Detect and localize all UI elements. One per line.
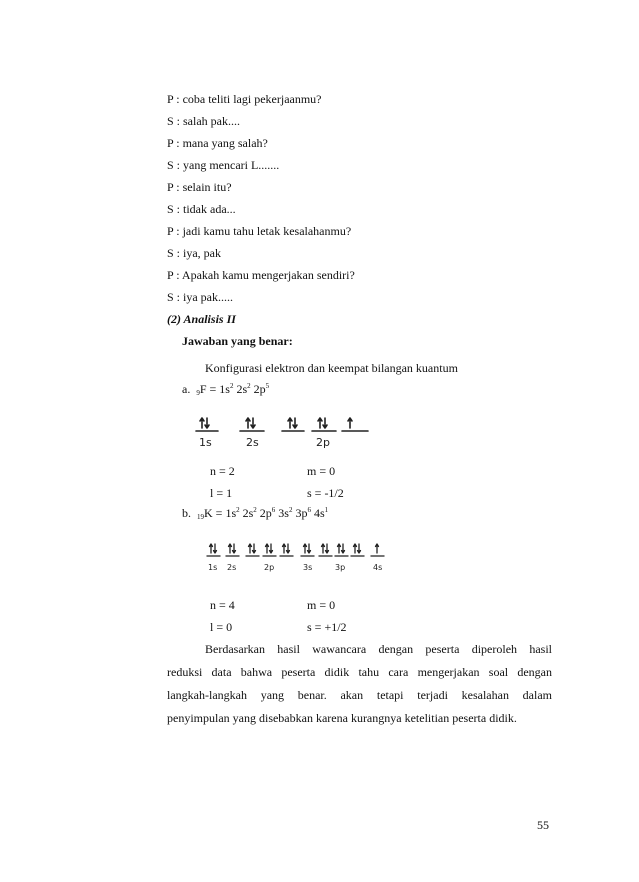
quantum-l: l = 0 bbox=[210, 620, 233, 634]
arrow-up bbox=[348, 418, 352, 428]
intro-text: Konfigurasi elektron dan keempat bilangan kuantum bbox=[205, 361, 458, 375]
config-part: = 1s bbox=[206, 382, 230, 396]
config-part: 4s bbox=[310, 506, 325, 520]
config-exponent: 6 bbox=[307, 506, 311, 514]
answer-heading: Jawaban yang benar: bbox=[182, 334, 293, 348]
element-symbol: F bbox=[199, 382, 207, 396]
config-exponent: 5 bbox=[265, 382, 270, 390]
dialogue-line: P : selain itu? bbox=[167, 180, 232, 194]
arrow-up-down bbox=[249, 544, 256, 553]
orbital-label: 3s bbox=[303, 563, 313, 572]
arrow-up-down bbox=[210, 544, 217, 553]
arrow-up-down bbox=[288, 418, 297, 428]
config-exponent: 2 bbox=[236, 506, 240, 514]
item-b-label: b. bbox=[182, 506, 191, 520]
element-symbol: K bbox=[204, 506, 213, 520]
config-part: 2p bbox=[256, 506, 272, 520]
arrow-up bbox=[376, 544, 379, 553]
dialogue-line: S : iya pak..... bbox=[167, 290, 233, 304]
dialogue-line: S : salah pak.... bbox=[167, 114, 240, 128]
dialogue-line: S : tidak ada... bbox=[167, 202, 236, 216]
paragraph-line: reduksi data bahwa peserta didik tahu cara mengerjakan soal dengan bbox=[167, 665, 552, 679]
arrow-up-down bbox=[229, 544, 236, 553]
config-exponent: 2 bbox=[247, 382, 251, 390]
dialogue-line: S : yang mencari L....... bbox=[167, 158, 280, 172]
paragraph-line: langkah-langkah yang benar. akan tetapi terjadi kesalahan dalam bbox=[167, 688, 552, 702]
config-exponent: 2 bbox=[253, 506, 257, 514]
quantum-s: s = -1/2 bbox=[307, 486, 344, 500]
config-part: = 1s bbox=[212, 506, 237, 520]
config-part: 2s bbox=[239, 506, 254, 520]
quantum-s: s = +1/2 bbox=[307, 620, 347, 634]
orbital-label: 2p bbox=[316, 436, 330, 449]
dialogue-line: P : Apakah kamu mengerjakan sendiri? bbox=[167, 268, 355, 282]
arrow-up-down bbox=[283, 544, 290, 553]
config-exponent: 2 bbox=[288, 506, 293, 514]
config-exponent: 6 bbox=[271, 506, 276, 514]
quantum-l: l = 1 bbox=[210, 486, 233, 500]
section-title: (2) Analisis II bbox=[167, 312, 236, 326]
config-exponent: 2 bbox=[229, 382, 234, 390]
paragraph-line: Berdasarkan hasil wawancara dengan peserta diperoleh hasil bbox=[205, 642, 552, 656]
arrow-up-down bbox=[322, 544, 329, 553]
orbital-label: 1s bbox=[208, 563, 218, 572]
paragraph-line: penyimpulan yang disebabkan karena kurangnya ketelitian peserta didik. bbox=[167, 711, 517, 725]
config-part: 2s bbox=[233, 382, 248, 396]
atomic-number: 19 bbox=[197, 513, 204, 521]
item-a-config bbox=[182, 382, 269, 396]
arrow-up-down bbox=[304, 544, 311, 553]
quantum-m: m = 0 bbox=[307, 598, 336, 612]
dialogue-line: P : coba teliti lagi pekerjaanmu? bbox=[167, 92, 322, 106]
arrow-up-down bbox=[338, 544, 345, 553]
item-b-config bbox=[182, 506, 328, 520]
arrow-up-down bbox=[246, 418, 255, 428]
arrow-up-down bbox=[266, 544, 273, 553]
arrow-up-down bbox=[354, 544, 361, 553]
item-a-label: a. bbox=[182, 382, 191, 396]
orbital-label: 3p bbox=[335, 563, 346, 572]
atomic-number: 9 bbox=[196, 389, 200, 397]
quantum-n: n = 4 bbox=[210, 598, 235, 612]
page-number: 55 bbox=[537, 818, 549, 832]
dialogue-line: P : jadi kamu tahu letak kesalahanmu? bbox=[167, 224, 352, 238]
orbital-label: 2p bbox=[264, 563, 275, 572]
dialogue-line: S : iya, pak bbox=[167, 246, 221, 260]
quantum-n: n = 2 bbox=[210, 464, 235, 478]
arrow-up-down bbox=[200, 418, 209, 428]
orbital-label: 4s bbox=[373, 563, 383, 572]
orbital-label: 1s bbox=[199, 436, 212, 449]
quantum-m: m = 0 bbox=[307, 464, 336, 478]
config-part: 2p bbox=[250, 382, 266, 396]
orbital-label: 2s bbox=[246, 436, 259, 449]
config-part: 3s bbox=[275, 506, 289, 520]
config-exponent: 1 bbox=[324, 506, 329, 514]
arrow-up-down bbox=[318, 418, 327, 428]
config-part: 3p bbox=[292, 506, 308, 520]
orbital-label: 2s bbox=[227, 563, 237, 572]
orbital-diagram-a bbox=[196, 414, 396, 464]
dialogue-line: P : mana yang salah? bbox=[167, 136, 268, 150]
orbital-diagram-b bbox=[207, 540, 397, 585]
